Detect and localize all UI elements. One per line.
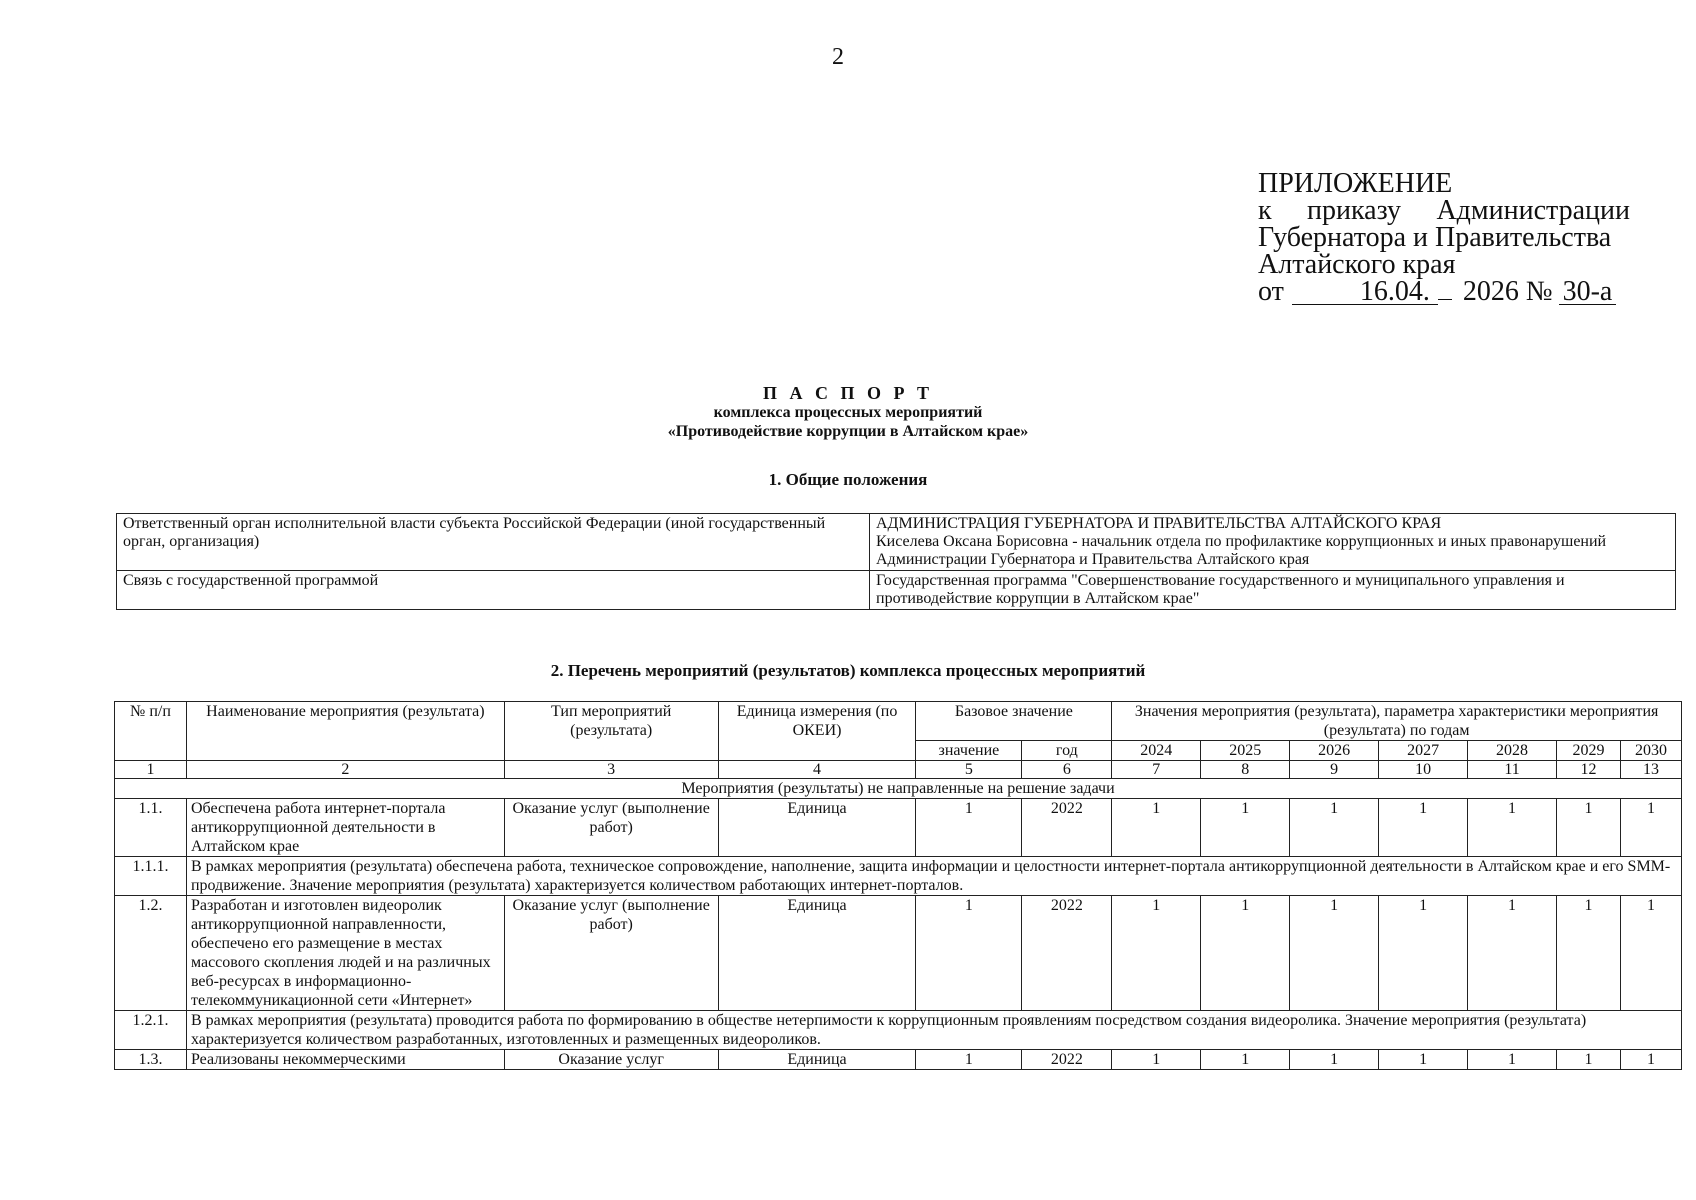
header-num: № п/п [115, 702, 187, 761]
appendix-line2: Губернатора и Правительства [1258, 222, 1612, 253]
header-year: 2029 [1557, 741, 1621, 761]
row-year-value: 1 [1112, 896, 1201, 1011]
header-type: Тип мероприятий (результата) [504, 702, 718, 761]
row-year-value: 1 [1290, 799, 1379, 857]
row-num: 1.1.1. [115, 857, 187, 896]
appendix-line1 [1258, 197, 1630, 224]
number-sign: № [1525, 276, 1553, 307]
row-type: Оказание услуг [504, 1050, 718, 1070]
row-year-value: 1 [1557, 896, 1621, 1011]
column-number: 5 [916, 761, 1022, 779]
header-base: Базовое значение [916, 702, 1112, 741]
column-number: 2 [186, 761, 504, 779]
row-num: 1.2. [115, 896, 187, 1011]
row-year-value: 1 [1379, 799, 1468, 857]
column-number: 11 [1468, 761, 1557, 779]
row-base-year: 2022 [1022, 896, 1112, 1011]
column-number: 10 [1379, 761, 1468, 779]
table-row [115, 896, 1682, 1011]
table-row [115, 799, 1682, 857]
row-year-value: 1 [1379, 1050, 1468, 1070]
column-number: 13 [1620, 761, 1681, 779]
row-year-value: 1 [1468, 896, 1557, 1011]
header-year: 2026 [1290, 741, 1379, 761]
row-description: В рамках мероприятия (результата) обеспечена работа, техническое сопровождение, наполнение, защита информации и целостности интернет-портала антикоррупционной деятельности в Алтайском крае и его SMM-продвижение. Значение мероприятия (результата) характеризуется количеством работающих интернет-порталов. [186, 857, 1681, 896]
row-num: 1.1. [115, 799, 187, 857]
group-row [115, 779, 1682, 799]
row-name: Обеспечена работа интернет-портала антикоррупционной деятельности в Алтайском крае [186, 799, 504, 857]
row-year-value: 1 [1468, 799, 1557, 857]
column-number: 6 [1022, 761, 1112, 779]
row-year-value: 1 [1620, 1050, 1681, 1070]
table-row [115, 857, 1682, 896]
header-base-year: год [1022, 741, 1112, 761]
responsible-organ: АДМИНИСТРАЦИЯ ГУБЕРНАТОРА И ПРАВИТЕЛЬСТВА АЛТАЙСКОГО КРАЯ [876, 515, 1442, 532]
header-year: 2024 [1112, 741, 1201, 761]
row-year-value: 1 [1201, 896, 1290, 1011]
row-year-value: 1 [1557, 1050, 1621, 1070]
header-name: Наименование мероприятия (результата) [186, 702, 504, 761]
row-description: В рамках мероприятия (результата) проводится работа по формированию в обществе нетерпимости к коррупционным проявлениям посредством создания видеоролика. Значение мероприятия (результата) характеризуется количеством разработанных, изготовленных и размещенных видеороликов. [186, 1011, 1681, 1050]
appendix-word: к [1258, 195, 1272, 226]
passport-subtitle: комплекса процессных мероприятий [713, 404, 983, 421]
column-number: 7 [1112, 761, 1201, 779]
row-num: 1.2.1. [115, 1011, 187, 1050]
row-year-value: 1 [1557, 799, 1621, 857]
table-header-row [115, 702, 1682, 741]
order-number: 30-а [1559, 280, 1617, 305]
date-underline [1438, 299, 1452, 300]
passport-title: П А С П О Р Т [762, 383, 933, 403]
row-label: Связь с государственной программой [117, 571, 870, 610]
column-number: 8 [1201, 761, 1290, 779]
header-year: 2028 [1468, 741, 1557, 761]
general-provisions-table [116, 513, 1676, 610]
header-unit: Единица измерения (по ОКЕИ) [718, 702, 916, 761]
order-date: 16.04. [1292, 280, 1438, 305]
row-base-value: 1 [916, 799, 1022, 857]
table-row [115, 1011, 1682, 1050]
row-year-value: 1 [1112, 1050, 1201, 1070]
row-base-value: 1 [916, 896, 1022, 1011]
row-num: 1.3. [115, 1050, 187, 1070]
row-name: Реализованы некоммерческими [186, 1050, 504, 1070]
measures-table [114, 701, 1682, 1070]
column-number: 1 [115, 761, 187, 779]
row-year-value: 1 [1201, 1050, 1290, 1070]
row-type: Оказание услуг (выполнение работ) [504, 896, 718, 1011]
column-number: 4 [718, 761, 916, 779]
header-base-value: значение [916, 741, 1022, 761]
section1-heading: 1. Общие положения [768, 470, 928, 489]
row-year-value: 1 [1379, 896, 1468, 1011]
appendix-word: Администрации [1436, 195, 1630, 226]
row-year-value: 1 [1468, 1050, 1557, 1070]
table-row [115, 1050, 1682, 1070]
header-year: 2030 [1620, 741, 1681, 761]
row-base-year: 2022 [1022, 799, 1112, 857]
row-type: Оказание услуг (выполнение работ) [504, 799, 718, 857]
page-number: 2 [832, 44, 844, 70]
row-year-value: 1 [1290, 896, 1379, 1011]
header-year: 2025 [1201, 741, 1290, 761]
column-number: 12 [1557, 761, 1621, 779]
column-numbers-row [115, 761, 1682, 779]
row-year-value: 1 [1201, 799, 1290, 857]
appendix-line3: Алтайского края [1258, 249, 1456, 280]
row-value [870, 514, 1676, 571]
header-values: Значения мероприятия (результата), параметра характеристики мероприятия (результата) по годам [1112, 702, 1682, 741]
row-unit: Единица [718, 896, 916, 1011]
table-row [117, 514, 1676, 571]
appendix-title: ПРИЛОЖЕНИЕ [1258, 168, 1453, 199]
row-unit: Единица [718, 799, 916, 857]
order-year: 2026 [1462, 276, 1519, 307]
row-year-value: 1 [1112, 799, 1201, 857]
column-number: 9 [1290, 761, 1379, 779]
row-value: Государственная программа "Совершенствование государственного и муниципального управления и противодействие коррупции в Алтайском крае" [870, 571, 1676, 610]
section2-heading: 2. Перечень мероприятий (результатов) комплекса процессных мероприятий [550, 661, 1146, 680]
appendix-word: приказу [1307, 195, 1402, 226]
row-base-value: 1 [916, 1050, 1022, 1070]
group-title: Мероприятия (результаты) не направленные на решение задачи [115, 779, 1682, 799]
row-name: Разработан и изготовлен видеоролик антикоррупционной направленности, обеспечено его размещение в местах массового скопления людей и на различных веб-ресурсах в информационно-телекоммуникационной сети «Интернет» [186, 896, 504, 1011]
from-label: от [1258, 276, 1284, 307]
row-year-value: 1 [1290, 1050, 1379, 1070]
appendix-date-line [1258, 278, 1630, 305]
row-year-value: 1 [1620, 799, 1681, 857]
row-year-value: 1 [1620, 896, 1681, 1011]
header-year: 2027 [1379, 741, 1468, 761]
row-label: Ответственный орган исполнительной власти субъекта Российской Федерации (иной государственный орган, организация) [117, 514, 870, 571]
column-number: 3 [504, 761, 718, 779]
passport-title-block [0, 384, 1696, 441]
appendix-block [1258, 170, 1630, 305]
table-row [117, 571, 1676, 610]
passport-name: «Противодействие коррупции в Алтайском крае» [667, 423, 1029, 440]
responsible-person: Киселева Оксана Борисовна - начальник отдела по профилактике коррупционных и иных правонарушений Администрации Губернатора и Правительства Алтайского края [876, 533, 1607, 568]
row-unit: Единица [718, 1050, 916, 1070]
row-base-year: 2022 [1022, 1050, 1112, 1070]
